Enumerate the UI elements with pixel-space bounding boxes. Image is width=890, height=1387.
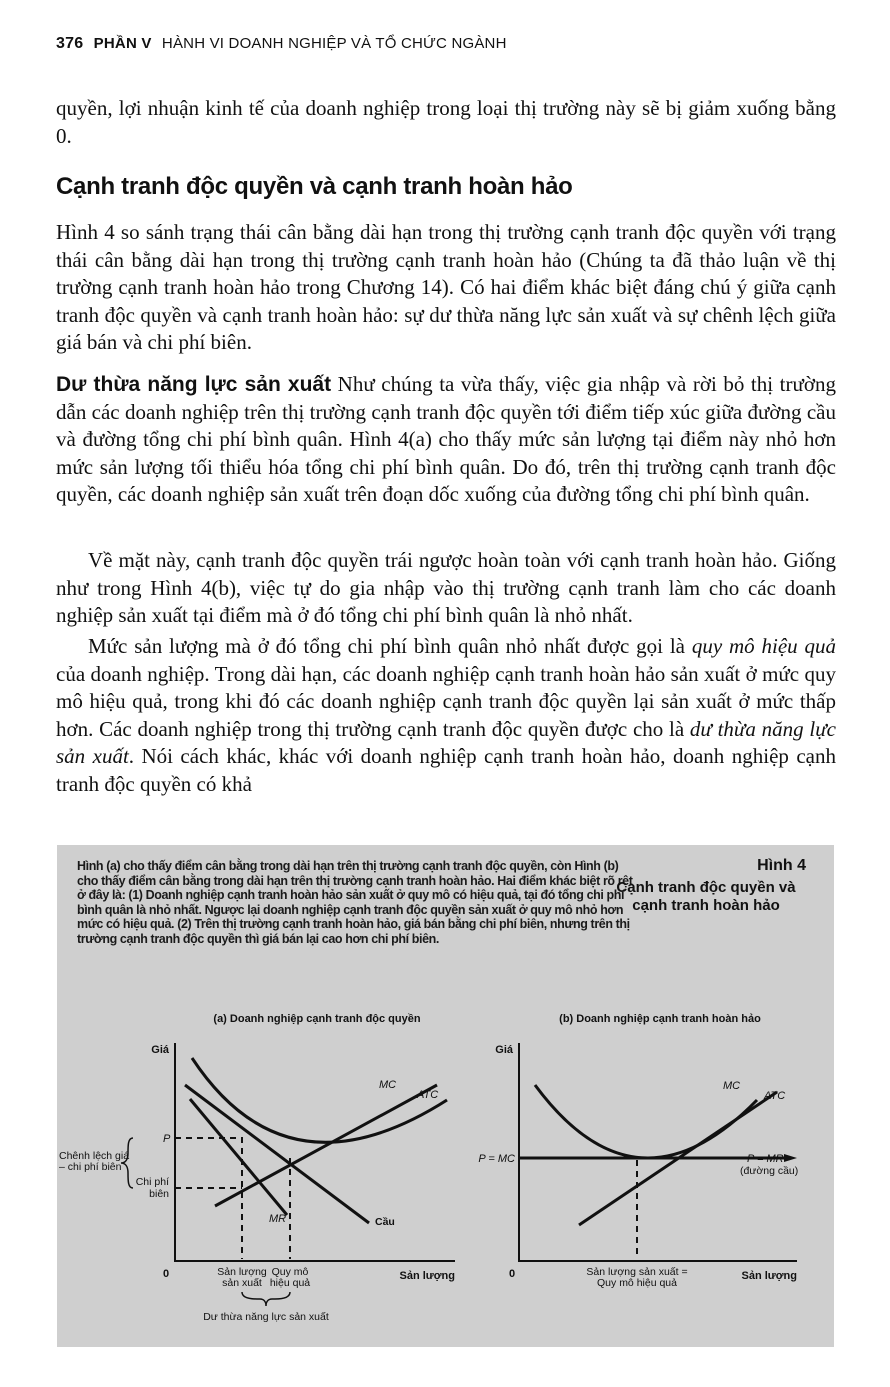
panel-a-demand-label: Cầu: [375, 1216, 395, 1228]
run-in-heading: Dư thừa năng lực sản xuất: [56, 373, 332, 396]
panel-b-quantity-label-2: Quy mô hiệu quả: [597, 1277, 677, 1289]
panel-a-origin: 0: [163, 1268, 170, 1280]
panel-b-origin: 0: [509, 1268, 516, 1280]
figure-title: Cạnh tranh độc quyền và cạnh tranh hoàn hảo: [616, 879, 796, 914]
paragraph-contrast: Về mặt này, cạnh tranh độc quyền trái ngược hoàn toàn với cạnh tranh hoàn hảo. Giống như trong Hình 4(b), việc tự do gia nhập vào thị trường cạnh tranh làm cho các doanh nghiệp sản xuất tại điểm mà ở đó tổng chi phí bình quân là nhỏ nhất.: [56, 548, 836, 627]
panel-a-efficient-label-2: hiệu quả: [269, 1277, 311, 1289]
panel-b-axes: [519, 1043, 797, 1261]
panel-a-gap-label-1: Chênh lệch giá: [59, 1150, 130, 1162]
panel-b-x-label: Sản lượng: [741, 1270, 797, 1282]
panel-a-y-label: Giá: [151, 1044, 169, 1056]
panel-a-mr-curve: [190, 1099, 287, 1215]
paragraph-continuation: quyền, lợi nhuận kinh tế của doanh nghiệp trong loại thị trường này sẽ bị giảm xuống bằng 0.: [56, 96, 836, 148]
text-run: . Nói cách khác, khác với doanh nghiệp cạnh tranh hoàn hảo, doanh nghiệp cạnh tranh độc quyền có khả: [56, 744, 836, 796]
term-efficient-scale: quy mô hiệu quả: [691, 634, 836, 658]
part-label: PHẦN V: [93, 35, 152, 52]
panel-a-excess-label: Dư thừa năng lực sản xuất: [203, 1311, 329, 1323]
panel-b-atc-curve: [535, 1085, 757, 1158]
panel-a-quantity-label-1: Sản lượng: [217, 1266, 267, 1278]
text-run: Mức sản lượng mà ở đó tổng chi phí bình quân nhỏ nhất được gọi là: [88, 634, 692, 658]
panel-b-atc-label: ATC: [764, 1090, 786, 1102]
panel-a-quantity-label-2: sản xuất: [222, 1277, 262, 1289]
panel-a-mc-curve: [215, 1085, 437, 1206]
panel-a-mc-tick-1: Chi phí: [135, 1176, 169, 1188]
paragraph-efficient-scale: [56, 633, 836, 798]
panel-a-p-label: P: [163, 1133, 171, 1145]
panel-b-p-mr-label: P = MR: [747, 1153, 784, 1165]
panel-a-efficient-label-1: Quy mô: [271, 1266, 309, 1278]
panel-a-mc-label: MC: [379, 1079, 397, 1091]
panel-b-demand-label: (đường cầu): [740, 1165, 799, 1177]
term-excess-capacity: dư thừa năng lực sản xuất: [56, 716, 836, 768]
panel-b-mc-label: MC: [723, 1080, 741, 1092]
panel-a-price-guide: [175, 1138, 242, 1259]
figure-caption: Hình (a) cho thấy điểm cân bằng trong dài hạn trên thị trường cạnh tranh độc quyền, còn Hình (b) cho thấy điểm cân bằng trong dài hạn trên thị trường cạnh tranh hoàn hảo. Hai điểm khác biệt rõ rệt ở đây là: (1) Doanh nghiệp cạnh tranh hoàn hảo sản xuất ở quy mô có hiệu quả, tại đó tổng chi phí bình quân là nhỏ nhất. Ngược lại doanh nghiệp cạnh tranh độc quyền sản xuất ở quy mô nhỏ hơn mức có hiệu quả. (2) Trên thị trường cạnh tranh hoàn hảo, giá bán bằng chi phí biên, nhưng trên thị trường cạnh tranh độc quyền thì giá bán lại cao hơn chi phí biên.: [77, 859, 633, 946]
paragraph-intro: Hình 4 so sánh trạng thái cân bằng dài hạn trong thị trường cạnh tranh độc quyền với trạng thái cân bằng dài hạn trong thị trường cạnh tranh hoàn hảo (Chúng ta đã thảo luận về thị trường cạnh tranh hoàn hảo trong Chương 14). Có hai điểm khác biệt đáng chú ý giữa cạnh tranh độc quyền và cạnh tranh hoàn hảo: sự dư thừa năng lực sản xuất và sự chênh lệch giữa giá bán và chi phí biên.: [56, 220, 836, 354]
running-header: [56, 35, 507, 53]
paragraph-text: Như chúng ta vừa thấy, việc gia nhập và rời bỏ thị trường dẫn các doanh nghiệp trên thị trường cạnh tranh độc quyền tới điểm tiếp xúc giữa đường cầu và đường tổng chi phí bình quân. Hình 4(a) cho thấy mức sản lượng tại điểm này nhỏ hơn mức sản lượng tối thiểu hóa tổng chi phí bình quân. Do đó, trên thị trường cạnh tranh độc quyền, các doanh nghiệp sản xuất trên đoạn dốc xuống của đường tổng chi phí bình quân.: [56, 372, 836, 506]
figure-diagrams: [57, 845, 834, 1347]
panel-b-quantity-label-1: Sản lượng sản xuất =: [586, 1266, 688, 1278]
figure-4: [57, 845, 834, 1347]
panel-a-gap-label-2: – chi phí biên: [59, 1161, 122, 1173]
paragraph-excess-capacity: [56, 371, 836, 509]
figure-number: Hình 4: [757, 857, 806, 874]
panel-a-x-label: Sản lượng: [399, 1270, 455, 1282]
arrowhead-icon: [784, 1154, 797, 1162]
panel-a-mc-tick-2: biên: [149, 1188, 169, 1200]
section-heading: Cạnh tranh độc quyền và cạnh tranh hoàn hảo: [56, 173, 573, 200]
panel-a-gap-brace: [121, 1138, 133, 1188]
panel-a-mr-label: MR: [269, 1213, 287, 1225]
text-run: của doanh nghiệp. Trong dài hạn, các doanh nghiệp cạnh tranh hoàn hảo sản xuất ở mức quy mô hiệu quả, trong khi đó các doanh nghiệp cạnh tranh độc quyền lại sản xuất ở mức thấp hơn. Các doanh nghiệp trong thị trường cạnh tranh độc quyền được cho là: [56, 661, 836, 741]
panel-a-atc-label: ATC: [417, 1089, 439, 1101]
part-title: HÀNH VI DOANH NGHIỆP VÀ TỔ CHỨC NGÀNH: [161, 35, 507, 52]
page-number: 376: [56, 35, 84, 52]
panel-b-title: (b) Doanh nghiệp cạnh tranh hoàn hảo: [559, 1013, 761, 1025]
panel-b-y-label: Giá: [495, 1044, 513, 1056]
panel-b-p-mc-label: P = MC: [478, 1153, 515, 1165]
panel-a-title: (a) Doanh nghiệp cạnh tranh độc quyền: [213, 1013, 421, 1025]
panel-a-excess-brace: [242, 1292, 290, 1306]
